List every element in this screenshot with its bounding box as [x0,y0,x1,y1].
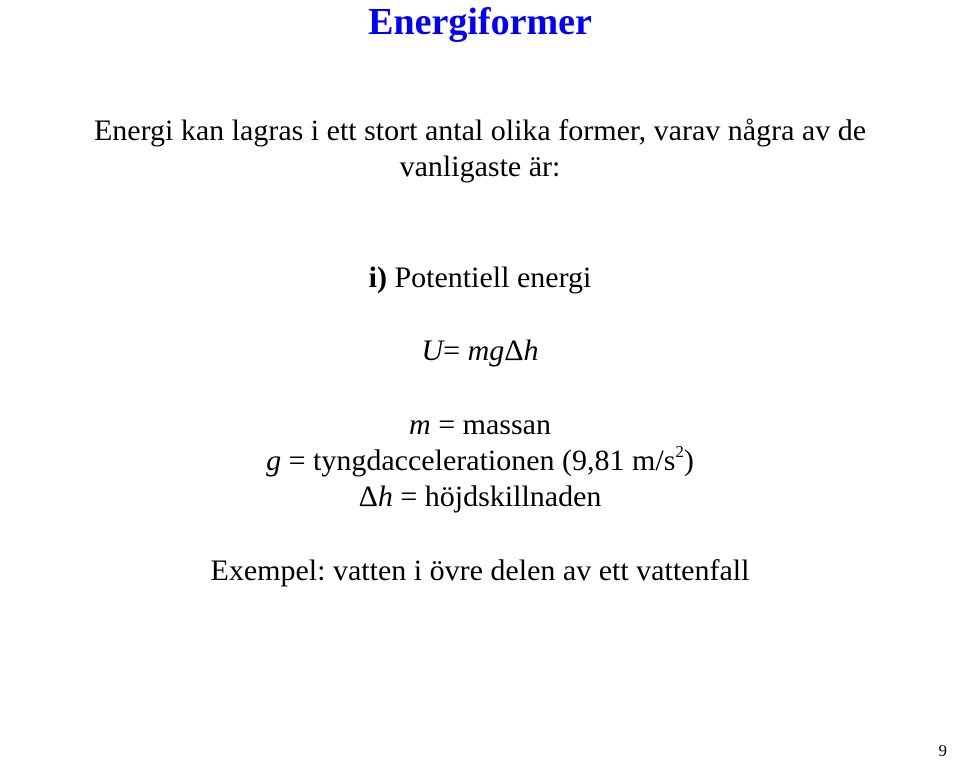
example-text: Exempel: vatten i övre delen av ett vattenfall [210,554,750,587]
potential-energy-formula [0,333,960,369]
definition-height-difference [0,479,960,515]
definition-text: = massan [430,408,551,441]
definition-text: = tyngdaccelerationen (9,81 m/s [281,444,676,477]
definition-gravity [0,443,960,479]
item-heading [0,260,960,296]
item-marker: i) [368,261,387,294]
page-number: 9 [938,741,947,760]
intro-line-1: Energi kan lagras i ett stort antal olika former, varav några av de [93,114,867,147]
formula-h: h [523,334,539,367]
definition-symbol: g [266,444,282,477]
definition-superscript: 2 [675,442,684,461]
formula-equals: = [443,334,461,367]
symbol-definitions [0,407,960,515]
formula-mg: mg [467,334,505,367]
definition-after: ) [683,444,694,477]
definition-text: = höjdskillnaden [392,480,602,513]
intro-line-2: vanligaste är: [399,150,561,183]
page-title: Energiformer [368,1,592,43]
item-label: Potentiell energi [394,261,592,294]
intro-paragraph [0,113,960,185]
formula-lhs: U [421,334,444,367]
definition-delta: Δ [358,480,378,513]
definition-symbol: m [409,408,431,441]
definition-symbol: h [377,480,393,513]
definition-mass [0,407,960,443]
formula-delta: Δ [504,334,524,367]
